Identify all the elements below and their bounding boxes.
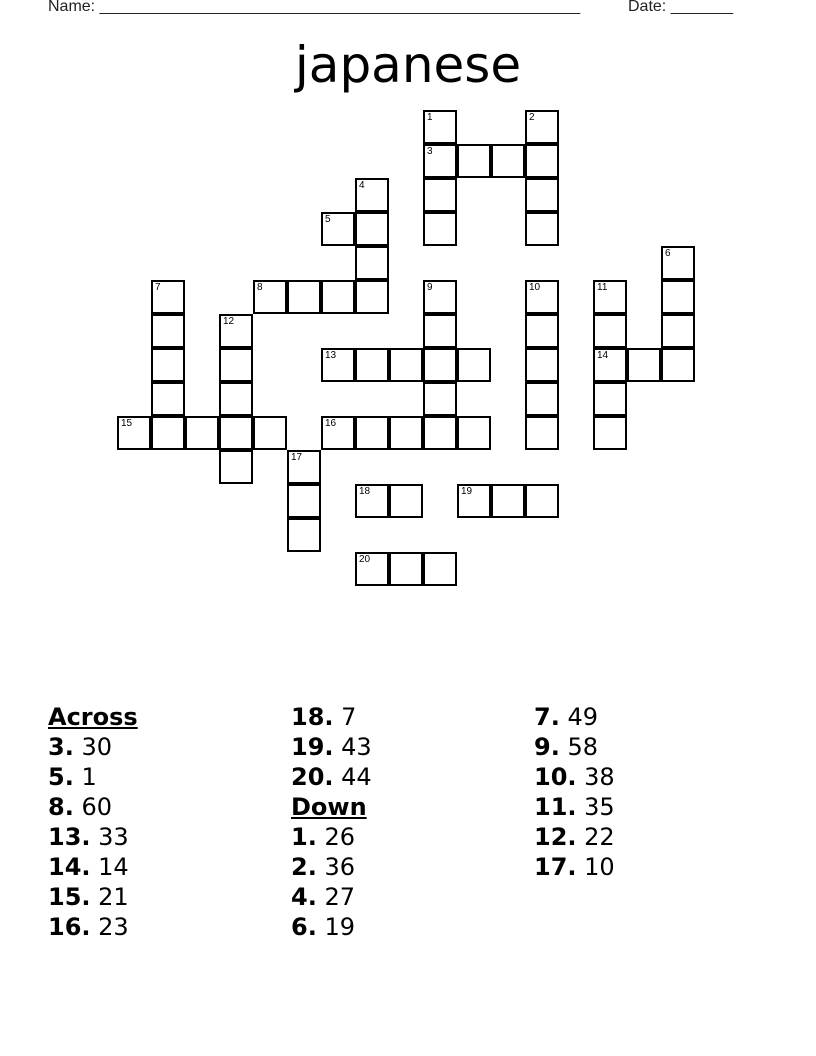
- grid-cell[interactable]: [151, 348, 185, 382]
- grid-cell[interactable]: [423, 382, 457, 416]
- clue-number-label: 1: [427, 112, 433, 123]
- grid-cell[interactable]: [321, 416, 355, 450]
- name-field-label: Name: ______________________________________________________: [48, 0, 581, 15]
- grid-cell[interactable]: [457, 416, 491, 450]
- grid-cell[interactable]: [355, 416, 389, 450]
- clue-item: [534, 702, 764, 732]
- clue-number: 4.: [291, 883, 317, 911]
- grid-cell[interactable]: [491, 484, 525, 518]
- clue-item: [534, 762, 764, 792]
- clue-text: 26: [324, 823, 356, 851]
- clue-item: [48, 912, 278, 942]
- clue-number: 3.: [48, 733, 74, 761]
- grid-cell[interactable]: [355, 484, 389, 518]
- grid-cell[interactable]: [423, 280, 457, 314]
- grid-cell[interactable]: [389, 416, 423, 450]
- clue-text: 43: [341, 733, 372, 761]
- grid-cell[interactable]: [661, 280, 695, 314]
- grid-cell[interactable]: [525, 416, 559, 450]
- clue-number-label: 12: [223, 316, 235, 327]
- grid-cell[interactable]: [593, 416, 627, 450]
- clue-number: 16.: [48, 913, 91, 941]
- clue-number-label: 18: [359, 486, 371, 497]
- clue-number: 15.: [48, 883, 91, 911]
- grid-cell[interactable]: [355, 246, 389, 280]
- clue-number-label: 6: [665, 248, 671, 259]
- clue-text: 44: [341, 763, 372, 791]
- clue-number-label: 9: [427, 282, 433, 293]
- grid-cell[interactable]: [355, 348, 389, 382]
- clue-number: 5.: [48, 763, 74, 791]
- grid-cell[interactable]: [355, 280, 389, 314]
- clue-item: [48, 732, 278, 762]
- grid-cell[interactable]: [253, 280, 287, 314]
- clue-number: 19.: [291, 733, 334, 761]
- clue-text: 38: [584, 763, 615, 791]
- clue-text: 30: [81, 733, 113, 761]
- clue-number: 12.: [534, 823, 577, 851]
- clue-item: [534, 732, 764, 762]
- clue-text: 10: [584, 853, 615, 881]
- clues-column-2: [291, 702, 521, 942]
- clue-number-label: 19: [461, 486, 473, 497]
- grid-cell[interactable]: [423, 178, 457, 212]
- clue-number-label: 11: [597, 282, 608, 293]
- clue-item: [48, 762, 278, 792]
- clue-number: 17.: [534, 853, 577, 881]
- grid-cell[interactable]: [525, 212, 559, 246]
- clue-number: 13.: [48, 823, 91, 851]
- grid-cell[interactable]: [593, 348, 627, 382]
- grid-cell[interactable]: [151, 314, 185, 348]
- clue-text: 19: [324, 913, 356, 941]
- grid-cell[interactable]: [151, 382, 185, 416]
- clue-item: [534, 822, 764, 852]
- grid-cell[interactable]: [457, 348, 491, 382]
- clue-number: 9.: [534, 733, 560, 761]
- clue-number-label: 15: [121, 418, 133, 429]
- grid-cell[interactable]: [321, 212, 355, 246]
- grid-cell[interactable]: [355, 178, 389, 212]
- grid-cell[interactable]: [423, 212, 457, 246]
- clue-number: 11.: [534, 793, 577, 821]
- grid-cell[interactable]: [287, 518, 321, 552]
- clue-number: 20.: [291, 763, 334, 791]
- clue-item: [291, 882, 521, 912]
- clue-item: [291, 912, 521, 942]
- clue-number-label: 7: [155, 282, 161, 293]
- grid-cell[interactable]: [287, 484, 321, 518]
- grid-cell[interactable]: [593, 382, 627, 416]
- clue-text: 14: [98, 853, 129, 881]
- clue-item: [534, 792, 764, 822]
- grid-cell[interactable]: [423, 552, 457, 586]
- clue-text: 1: [81, 763, 97, 791]
- grid-cell[interactable]: [593, 314, 627, 348]
- clue-item: [534, 852, 764, 882]
- clue-section-heading: Down: [291, 793, 367, 821]
- clue-text: 7: [341, 703, 357, 731]
- grid-cell[interactable]: [117, 416, 151, 450]
- clue-text: 23: [98, 913, 129, 941]
- clue-text: 33: [98, 823, 129, 851]
- clue-text: 35: [584, 793, 615, 821]
- clue-item: [291, 732, 521, 762]
- grid-cell[interactable]: [253, 416, 287, 450]
- grid-cell[interactable]: [423, 314, 457, 348]
- grid-cell[interactable]: [389, 348, 423, 382]
- clue-text: 36: [324, 853, 356, 881]
- grid-cell[interactable]: [457, 144, 491, 178]
- clue-number: 14.: [48, 853, 91, 881]
- clue-item: [48, 852, 278, 882]
- clue-item: [291, 852, 521, 882]
- grid-cell[interactable]: [389, 484, 423, 518]
- grid-cell[interactable]: [661, 348, 695, 382]
- clue-item: [291, 702, 521, 732]
- clue-text: 27: [324, 883, 356, 911]
- grid-cell[interactable]: [287, 450, 321, 484]
- clue-text: 22: [584, 823, 615, 851]
- clue-item: [48, 792, 278, 822]
- clue-number: 1.: [291, 823, 317, 851]
- grid-cell[interactable]: [151, 416, 185, 450]
- date-field-label: Date: _______: [628, 0, 733, 15]
- grid-cell[interactable]: [151, 280, 185, 314]
- grid-cell[interactable]: [321, 280, 355, 314]
- grid-cell[interactable]: [525, 144, 559, 178]
- clue-number: 8.: [48, 793, 74, 821]
- grid-cell[interactable]: [525, 178, 559, 212]
- grid-cell[interactable]: [423, 348, 457, 382]
- clue-item: [291, 822, 521, 852]
- clue-number-label: 13: [325, 350, 337, 361]
- clue-number-label: 14: [597, 350, 609, 361]
- puzzle-title: japanese: [294, 36, 522, 94]
- clue-number: 10.: [534, 763, 577, 791]
- grid-cell[interactable]: [423, 144, 457, 178]
- grid-cell[interactable]: [525, 314, 559, 348]
- grid-cell[interactable]: [321, 348, 355, 382]
- clue-number-label: 2: [529, 112, 535, 123]
- grid-cell[interactable]: [661, 246, 695, 280]
- clue-number: 6.: [291, 913, 317, 941]
- grid-cell[interactable]: [219, 416, 253, 450]
- clue-text: 49: [567, 703, 599, 731]
- grid-cell[interactable]: [355, 552, 389, 586]
- clue-section-heading: Across: [48, 703, 138, 731]
- grid-cell[interactable]: [525, 280, 559, 314]
- clue-number-label: 20: [359, 554, 371, 565]
- clue-number-label: 17: [291, 452, 303, 463]
- grid-cell[interactable]: [423, 416, 457, 450]
- grid-cell[interactable]: [525, 484, 559, 518]
- clue-text: 21: [98, 883, 129, 911]
- clue-number-label: 3: [427, 146, 433, 157]
- grid-cell[interactable]: [661, 314, 695, 348]
- grid-cell[interactable]: [389, 552, 423, 586]
- grid-cell[interactable]: [355, 212, 389, 246]
- grid-cell[interactable]: [287, 280, 321, 314]
- clue-number-label: 16: [325, 418, 337, 429]
- grid-cell[interactable]: [219, 314, 253, 348]
- grid-cell[interactable]: [219, 348, 253, 382]
- grid-cell[interactable]: [185, 416, 219, 450]
- clue-text: 58: [567, 733, 599, 761]
- clue-number: 2.: [291, 853, 317, 881]
- clue-number-label: 10: [529, 282, 541, 293]
- grid-cell[interactable]: [525, 348, 559, 382]
- clues-column-1: [48, 702, 278, 942]
- clues-column-3: [534, 702, 764, 882]
- grid-cell[interactable]: [525, 382, 559, 416]
- clue-number: 7.: [534, 703, 560, 731]
- grid-cell[interactable]: [627, 348, 661, 382]
- clue-number-label: 5: [325, 214, 331, 225]
- clue-item: [291, 762, 521, 792]
- clue-item: [48, 882, 278, 912]
- grid-cell[interactable]: [593, 280, 627, 314]
- grid-cell[interactable]: [219, 382, 253, 416]
- grid-cell[interactable]: [525, 110, 559, 144]
- clue-number-label: 8: [257, 282, 263, 293]
- clue-item: [48, 822, 278, 852]
- grid-cell[interactable]: [491, 144, 525, 178]
- clue-number-label: 4: [359, 180, 365, 191]
- clue-text: 60: [81, 793, 113, 821]
- clue-number: 18.: [291, 703, 334, 731]
- grid-cell[interactable]: [219, 450, 253, 484]
- grid-cell[interactable]: [423, 110, 457, 144]
- grid-cell[interactable]: [457, 484, 491, 518]
